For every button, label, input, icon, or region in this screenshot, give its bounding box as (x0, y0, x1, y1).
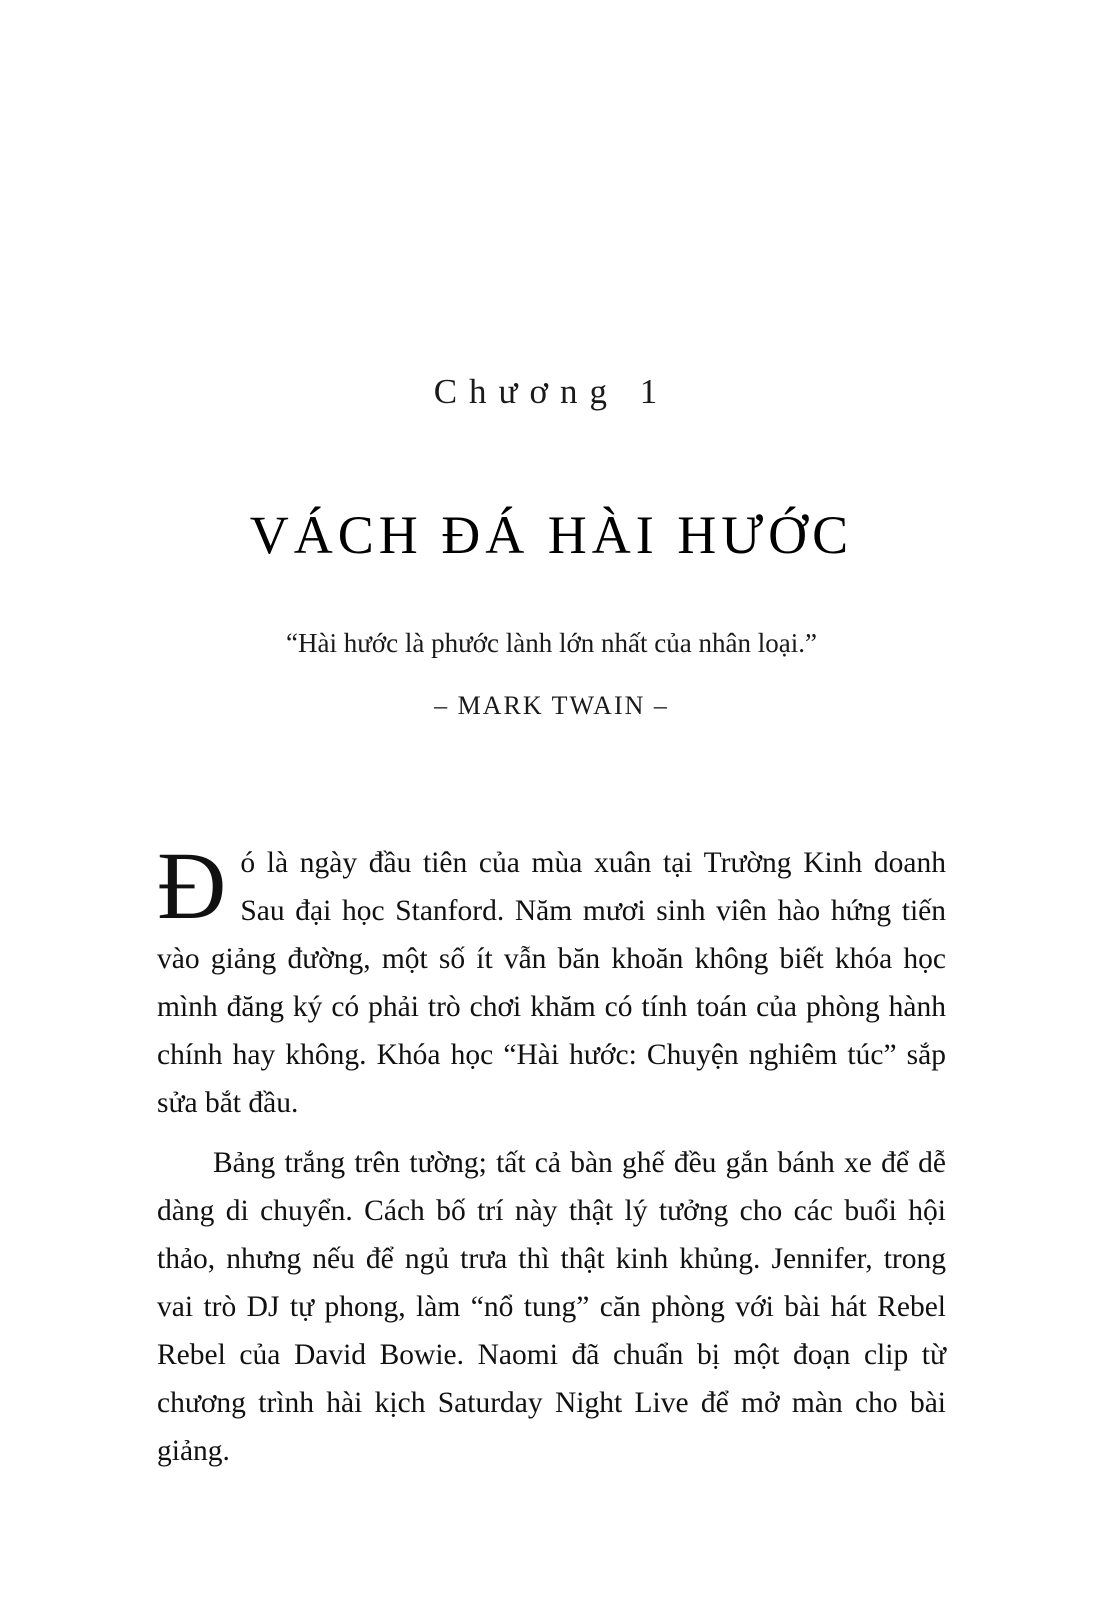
paragraph-text: ó là ngày đầu tiên của mùa xuân tại Trường Kinh doanh Sau đại học Stanford. Năm mươi sinh viên hào hứng tiến vào giảng đường, một số ít vẫn băn khoăn không biết khóa học mình đăng ký có phải trò chơi khăm có tính toán của phòng hành chính hay không. Khóa học “Hài hước: Chuyện nghiêm túc” sắp sửa bắt đầu. (157, 847, 946, 1119)
chapter-title: VÁCH ĐÁ HÀI HƯỚC (249, 505, 854, 565)
paragraph (157, 832, 946, 1127)
paragraph: Bảng trắng trên tường; tất cả bàn ghế đều gắn bánh xe để dễ dàng di chuyển. Cách bố trí này thật lý tưởng cho các buổi hội thảo, nhưng nếu để ngủ trưa thì thật kinh khủng. Jennifer, trong vai trò DJ tự phong, làm “nổ tung” căn phòng với bài hát Rebel Rebel của David Bowie. Naomi đã chuẩn bị một đoạn clip từ chương trình hài kịch Saturday Night Live để mở màn cho bài giảng. (157, 1147, 946, 1467)
epigraph-attribution: – MARK TWAIN – (434, 691, 669, 720)
chapter-label: Chương 1 (433, 372, 670, 411)
epigraph-quote: “Hài hước là phước lành lớn nhất của nhân loại.” (286, 628, 817, 658)
drop-cap-letter: Đ (157, 832, 227, 939)
